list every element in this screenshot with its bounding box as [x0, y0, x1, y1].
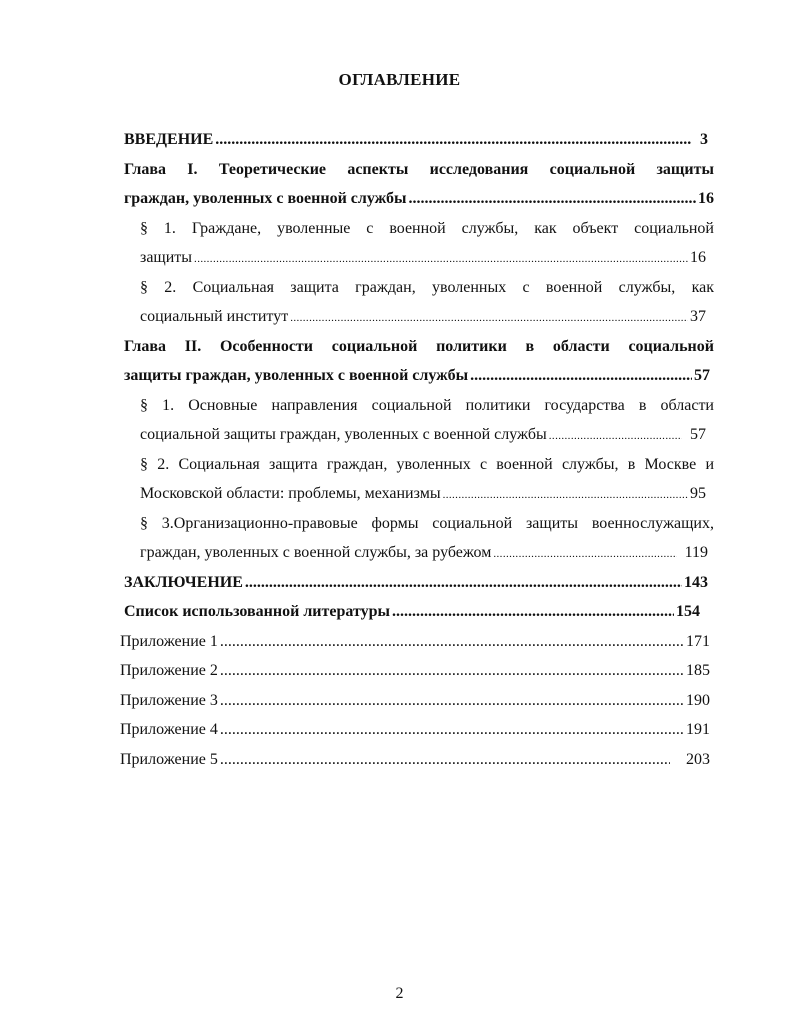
dot-leader — [392, 600, 674, 624]
toc-entry-appendix-2[interactable] — [120, 659, 710, 683]
toc-entry-page: 37 — [690, 308, 706, 325]
page-number: 2 — [395, 985, 404, 1002]
toc-section-2-3-line1[interactable]: § 3.Организационно-правовые формы социальной защиты военнослужащих, — [140, 515, 714, 532]
toc-entry-appendix-5[interactable] — [120, 748, 710, 772]
toc-entry-label: социальный институт — [140, 308, 289, 325]
dot-leader — [194, 247, 688, 270]
toc-entry-page: 3 — [700, 131, 708, 148]
toc-entry-page: 95 — [690, 485, 706, 502]
toc-entry-page: 191 — [686, 721, 710, 738]
dot-leader — [220, 689, 684, 713]
toc-entry-conclusion[interactable] — [124, 571, 708, 595]
dot-leader — [220, 659, 684, 683]
toc-entry-label: Приложение 2 — [120, 662, 218, 679]
toc-entry-page: 190 — [686, 692, 710, 709]
toc-chapter-2-line1[interactable]: Глава II. Особенности социальной политики в области социальной — [124, 338, 714, 355]
toc-section-2-1-line1[interactable]: § 1. Основные направления социальной политики государства в области — [140, 397, 714, 414]
toc-entry-page: 185 — [686, 662, 710, 679]
toc-section-2-2-line2[interactable] — [140, 482, 706, 506]
dot-leader — [443, 483, 688, 506]
dot-leader — [493, 542, 676, 565]
toc-chapter-1-line1[interactable]: Глава I. Теоретические аспекты исследования социальной защиты — [124, 161, 714, 178]
toc-entry-label: Приложение 5 — [120, 751, 218, 768]
toc-entry-label: Приложение 4 — [120, 721, 218, 738]
toc-entry-label: защиты — [140, 249, 193, 266]
toc-entry-label: Список использованной литературы — [124, 603, 390, 620]
toc-entry-appendix-4[interactable] — [120, 718, 710, 742]
toc-section-2-3-line2[interactable] — [140, 541, 708, 565]
toc-title: ОГЛАВЛЕНИЕ — [338, 70, 461, 89]
toc-entry-page: 119 — [684, 544, 708, 561]
toc-entry-label: ВВЕДЕНИЕ — [124, 131, 214, 148]
toc-section-2-1-line2[interactable] — [140, 423, 706, 447]
toc-entry-page: 57 — [694, 367, 710, 384]
toc-entry-label: граждан, уволенных с военной службы, за рубежом — [140, 544, 492, 561]
toc-entry-label: защиты граждан, уволенных с военной службы — [124, 367, 469, 384]
toc-chapter-1-line2[interactable] — [124, 187, 714, 211]
toc-entry-page: 16 — [698, 190, 714, 207]
toc-entry-page: 57 — [690, 426, 706, 443]
toc-entry-page: 16 — [690, 249, 706, 266]
toc-entry-page: 171 — [686, 633, 710, 650]
toc-section-1-2-line2[interactable] — [140, 305, 706, 329]
toc-entry-page: 143 — [684, 574, 708, 591]
toc-entry-page: 154 — [676, 603, 700, 620]
toc-entry-page: 203 — [686, 751, 710, 768]
toc-section-1-1-line2[interactable] — [140, 246, 706, 270]
dot-leader — [220, 630, 684, 654]
toc-entry-appendix-3[interactable] — [120, 689, 710, 713]
toc-section-1-1-line1[interactable]: § 1. Граждане, уволенные с военной службы, как объект социальной — [140, 220, 714, 237]
dot-leader — [470, 364, 692, 388]
toc-entry-label: Приложение 1 — [120, 633, 218, 650]
toc-chapter-2-line2[interactable] — [124, 364, 710, 388]
toc-entry-label: социальной защиты граждан, уволенных с военной службы — [140, 426, 547, 443]
toc-entry-intro[interactable] — [124, 128, 708, 152]
dot-leader — [245, 571, 682, 595]
toc-entry-label: Московской области: проблемы, механизмы — [140, 485, 441, 502]
dot-leader — [290, 306, 688, 329]
toc-entry-label: ЗАКЛЮЧЕНИЕ — [124, 574, 243, 591]
dot-leader — [549, 424, 682, 447]
dot-leader — [409, 187, 696, 211]
toc-section-2-2-line1[interactable]: § 2. Социальная защита граждан, уволенных с военной службы, в Москве и — [140, 456, 714, 473]
dot-leader — [220, 718, 684, 742]
dot-leader — [220, 748, 670, 772]
toc-entry-label: граждан, уволенных с военной службы — [124, 190, 407, 207]
toc-section-1-2-line1[interactable]: § 2. Социальная защита граждан, уволенных с военной службы, как — [140, 279, 714, 296]
toc-entry-references[interactable] — [124, 600, 700, 624]
toc-entry-label: Приложение 3 — [120, 692, 218, 709]
toc-entry-appendix-1[interactable] — [120, 630, 710, 654]
dot-leader — [215, 128, 692, 152]
